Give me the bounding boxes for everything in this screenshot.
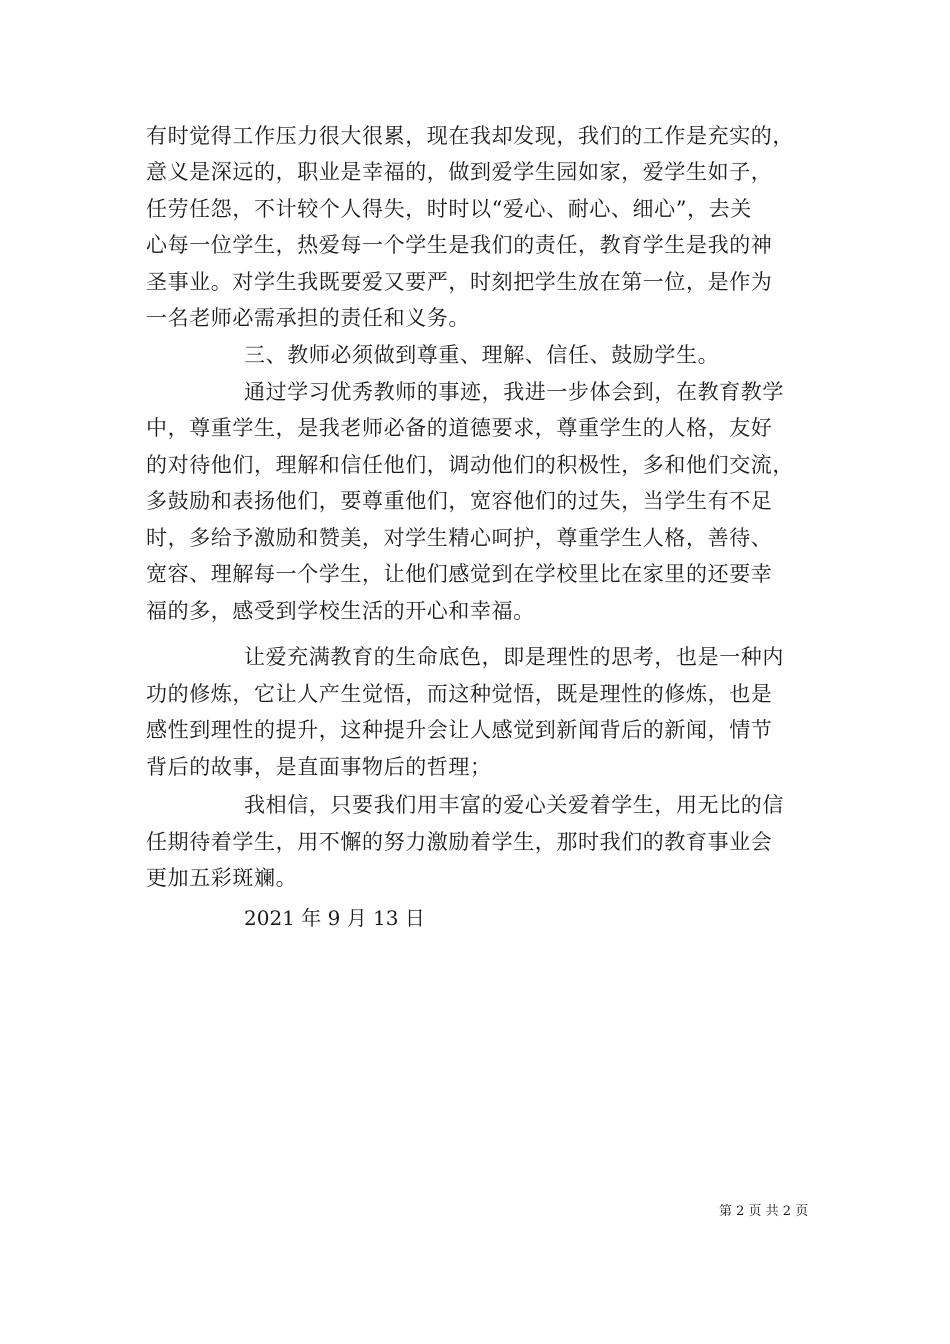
body-line: 一名老师必需承担的责任和义务。: [146, 306, 470, 330]
body-line: 任期待着学生，用不懈的努力激励着学生，那时我们的教育事业会: [146, 830, 773, 854]
body-line: 任劳任怨，不计较个人得失，时时以“爱心、耐心、细心”，去关: [146, 197, 752, 221]
body-line: 时，多给予激励和赞美，对学生精心呵护，尊重学生人格，善待、: [146, 526, 773, 550]
body-line: 福的多，感受到学校生活的开心和幸福。: [146, 599, 535, 623]
body-line: 功的修炼，它让人产生觉悟，而这种觉悟，既是理性的修炼，也是: [146, 682, 773, 706]
section-heading: 三、教师必须做到尊重、理解、信任、鼓励学生。: [244, 343, 720, 367]
body-line: 感性到理性的提升，这种提升会让人感觉到新闻背后的新闻，情节: [146, 718, 773, 742]
body-line: 中，尊重学生，是我老师必备的道德要求，尊重学生的人格，友好: [146, 416, 773, 440]
document-date: 2021 年 9 月 13 日: [244, 906, 425, 930]
body-line: 的对待他们，理解和信任他们，调动他们的积极性，多和他们交流，: [146, 453, 794, 477]
body-line: 让爱充满教育的生命底色，即是理性的思考，也是一种内: [244, 645, 784, 669]
body-line: 通过学习优秀教师的事迹，我进一步体会到，在教育教学: [244, 380, 784, 404]
body-line: 背后的故事，是直面事物后的哲理；: [146, 755, 492, 779]
body-line: 多鼓励和表扬他们，要尊重他们，宽容他们的过失，当学生有不足: [146, 489, 773, 513]
body-line: 我相信，只要我们用丰富的爱心关爱着学生，用无比的信: [244, 793, 784, 817]
body-line: 圣事业。对学生我既要爱又要严，时刻把学生放在第一位，是作为: [146, 270, 773, 294]
body-line: 意义是深远的，职业是幸福的，做到爱学生园如家，爱学生如子，: [146, 160, 773, 184]
body-line: 心每一位学生，热爱每一个学生是我们的责任，教育学生是我的神: [146, 233, 773, 257]
page-number-footer: 第 2 页 共 2 页: [719, 1204, 809, 1219]
body-line: 有时觉得工作压力很大很累，现在我却发现，我们的工作是充实的，: [146, 124, 794, 148]
body-line: 宽容、理解每一个学生，让他们感觉到在学校里比在家里的还要幸: [146, 562, 773, 586]
body-line: 更加五彩斑斓。: [146, 866, 298, 890]
